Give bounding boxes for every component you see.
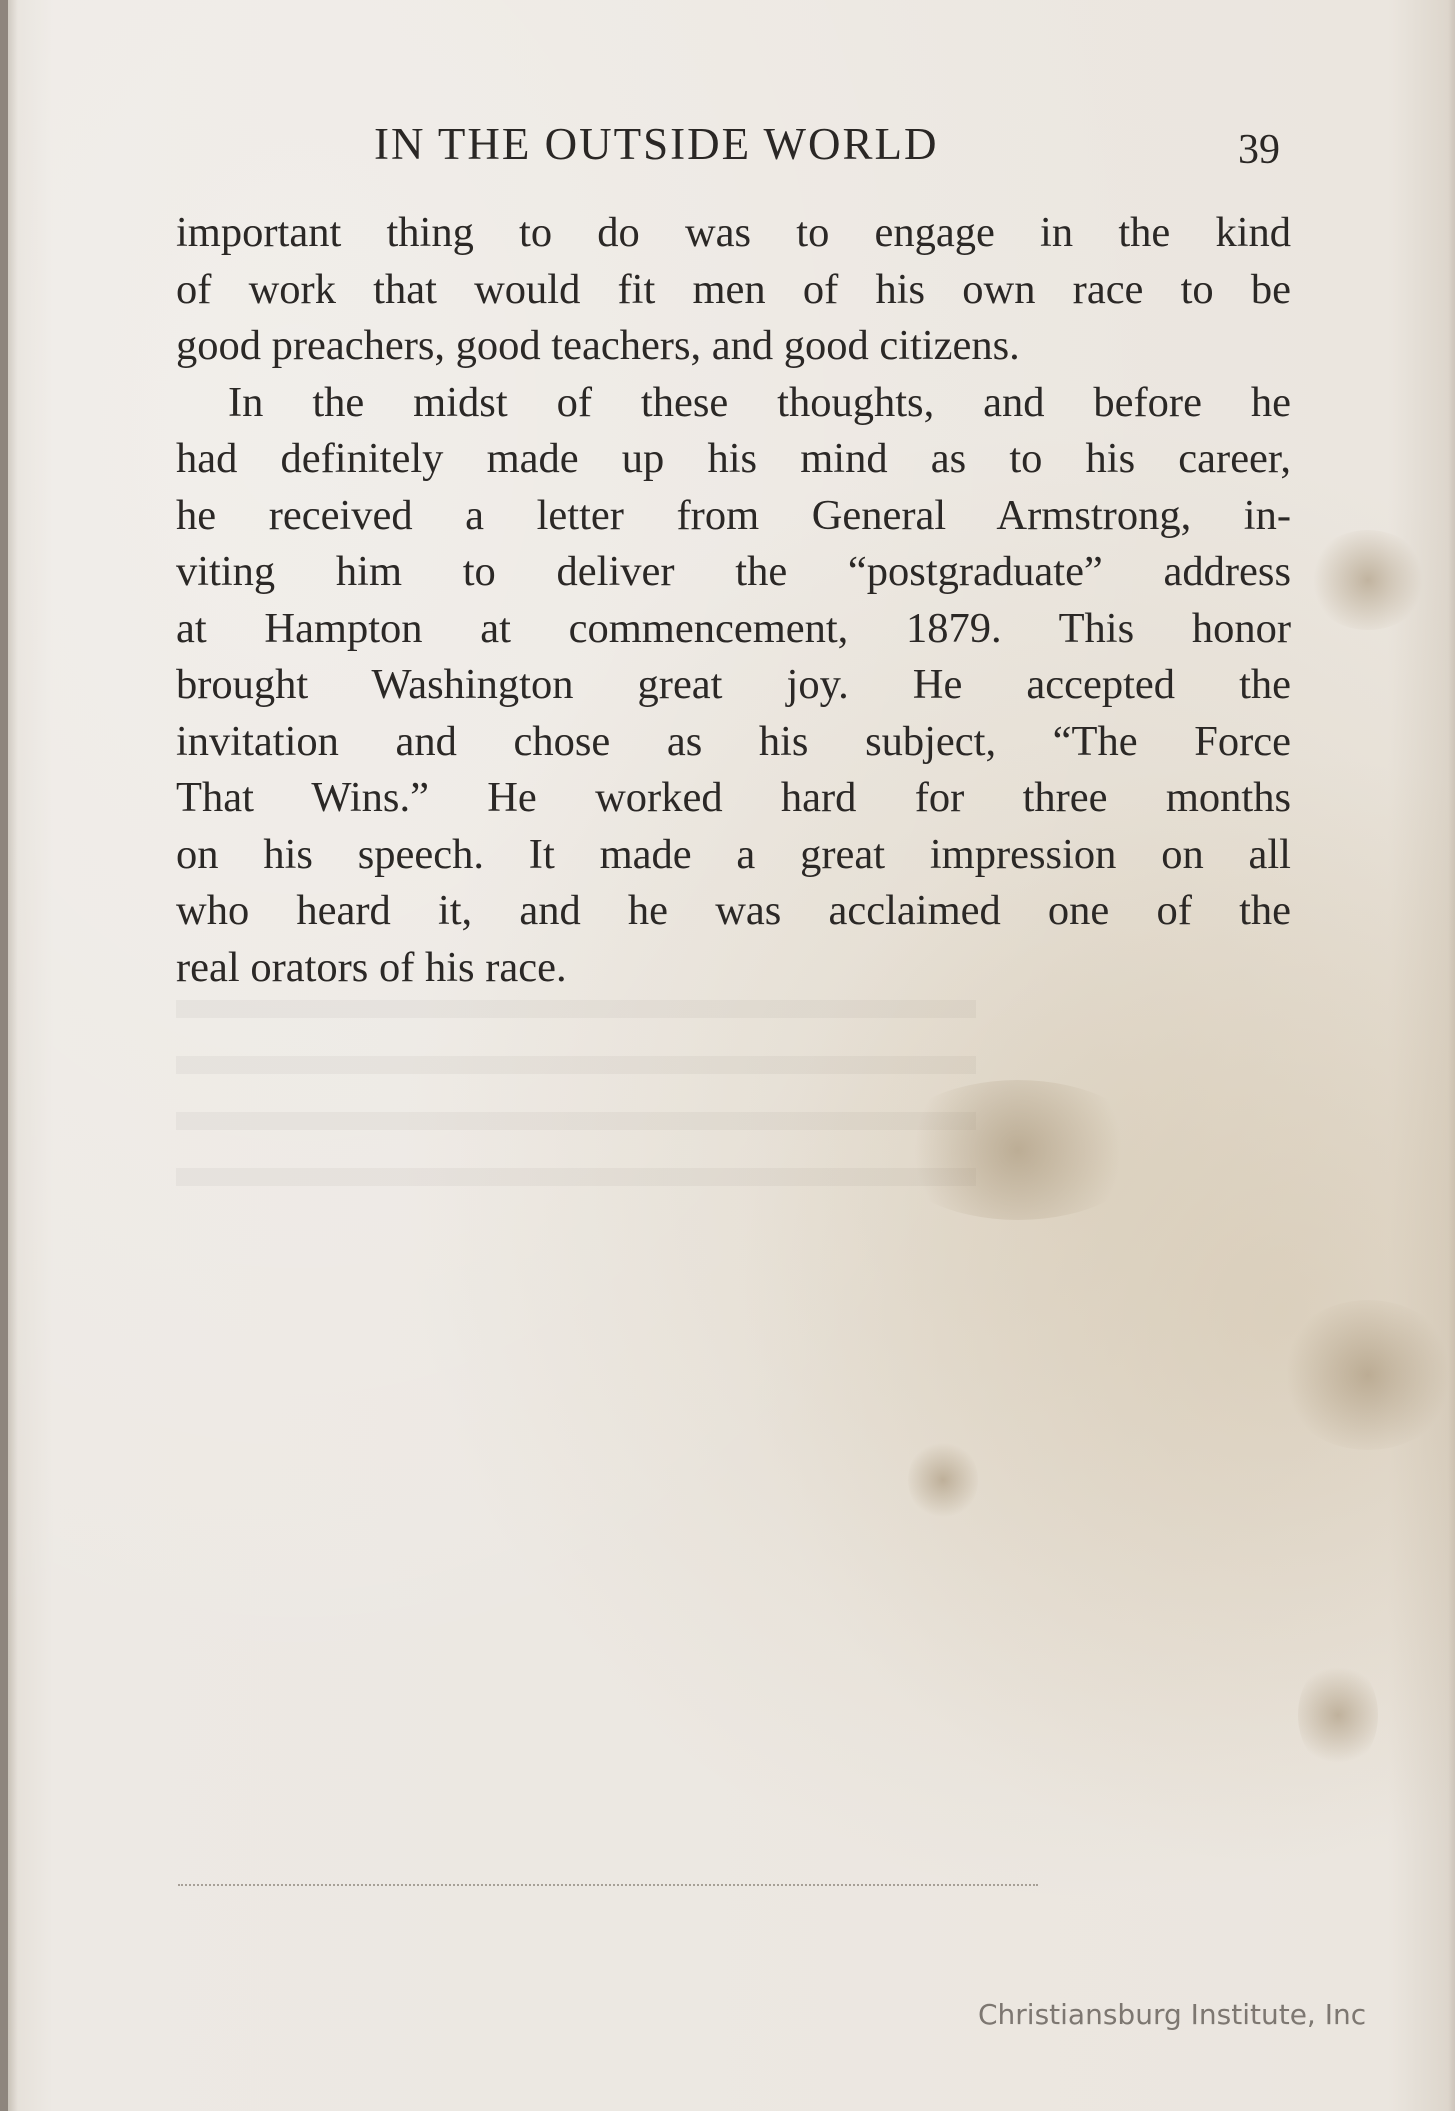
running-head: IN THE OUTSIDE WORLD <box>374 119 939 169</box>
text-line: important thing to do was to engage in the kind <box>176 209 1291 256</box>
text-line: of work that would fit men of his own race to be <box>176 265 1291 313</box>
dotted-rule <box>178 1884 1038 1886</box>
watermark: Christiansburg Institute, Inc <box>978 1998 1367 2031</box>
page-number: 39 <box>1238 127 1280 173</box>
text-line: real orators of his race. <box>176 943 567 991</box>
body-text <box>176 205 1291 996</box>
text-line: viting him to deliver the “postgraduate” address <box>176 548 1291 595</box>
text-line: brought Washington great joy. He accepted the <box>176 661 1291 708</box>
paper-stain <box>888 1080 1148 1220</box>
paper-stain <box>1278 1300 1455 1450</box>
text-line: In the midst of these thoughts, and before he <box>228 378 1291 426</box>
paper-stain <box>1298 1660 1378 1770</box>
text-line: who heard it, and he was acclaimed one of the <box>176 887 1291 934</box>
text-line: had definitely made up his mind as to his career, <box>176 435 1291 482</box>
paper-stain <box>1308 530 1428 630</box>
text-line: invitation and chose as his subject, “The Force <box>176 717 1291 765</box>
show-through-texture <box>176 1000 976 1220</box>
text-line: on his speech. It made a great impression on all <box>176 830 1291 878</box>
paper-stain <box>908 1440 978 1520</box>
text-line: at Hampton at commencement, 1879. This honor <box>176 604 1291 652</box>
text-line: he received a letter from General Armstrong, in- <box>176 491 1291 539</box>
text-line: That Wins.” He worked hard for three months <box>176 774 1291 821</box>
text-line: good preachers, good teachers, and good citizens. <box>176 322 1020 369</box>
